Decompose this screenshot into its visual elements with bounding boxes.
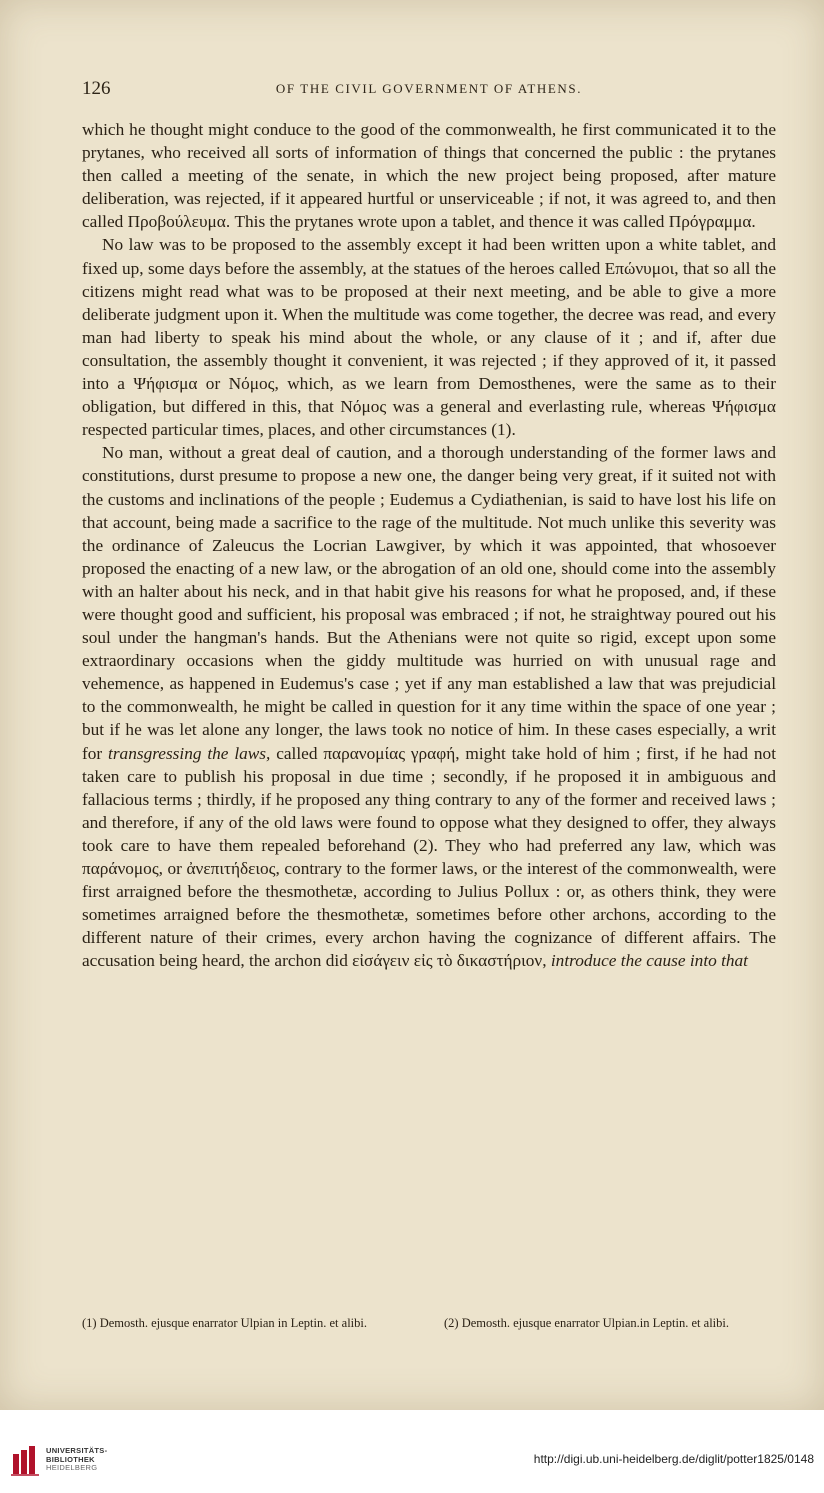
paragraph-3-text-b: called παρανομίας γραφή, might take hold of him ; first, if he had not taken care to publish his proposal in due time ; secondly, if he proposed it in ambiguous and fallacious terms ; thirdly, if he proposed any thing contrary to any of the former and received laws ; and therefore, if any of the old laws were found to oppose what they designed to offer, they always took care to have them repealed beforehand (2). They who had preferred any law, which was παράνομος, or ἀνεπιτήδειος, contrary to the former laws, or the interest of the commonwealth, were first arraigned before the thesmothetæ, according to Julius Pollux : or, as others think, they were sometimes arraigned before the thesmothetæ, sometimes before other archons, according to the different nature of their crimes, every archon having the cognizance of different affairs. The accusation being heard, the archon did εἰσάγειν εἰς τὸ δικαστήριον, — [82, 743, 777, 971]
running-head: OF THE CIVIL GOVERNMENT OF ATHENS. — [275, 81, 583, 96]
italic-phrase-introduce: introduce the cause into that — [550, 951, 748, 971]
logo-line-2: BIBLIOTHEK — [46, 1454, 95, 1464]
viewer-footer — [0, 1410, 824, 1493]
body-text — [82, 118, 776, 972]
paragraph-3-text-a: No man, without a great deal of caution, and a thorough understanding of the former laws and constitutions, durst presume to propose a new one, the danger being very great, if it suited not with the customs and inclinations of the people ; Eudemus a Cydiathenian, is said to have lost his life on that account, being made a sacrifice to the rage of the multitude. Not much unlike this severity was the ordinance of Zaleucus the Locrian Lawgiver, by which it was appointed, that whosoever proposed the enacting of a new law, or the abrogation of an old one, should come into the assembly with an halter about his neck, and in that habit give his reasons for what he proposed, and, if these were thought good and sufficient, his proposal was embraced ; if not, he straightway poured out his soul under the hangman's hands. But the Athenians were not quite so rigid, except upon some extraordinary occasions when the giddy multitude was hurried on with unusual rage and vehemence, as happened in Eudemus's case ; yet if any man established a law that was prejudicial to the commonwealth, he might be called in question for it any time within the space of one year ; but if he was let alone any longer, the laws took no notice of him. In these cases especially, a writ for — [82, 443, 776, 763]
page-number: 126 — [82, 78, 111, 99]
page-header — [82, 78, 776, 102]
logo-line-3: HEIDELBERG — [46, 1463, 98, 1473]
paragraph-2: No law was to be proposed to the assembly except it had been written upon a white tablet, and fixed up, some days before the assembly, at the statues of the heroes called Επώνυμοι, that so all the citizens might read what was to be proposed at their next meeting, and be able to give a more deliberate judgment upon it. When the multitude was come together, the decree was read, and every man had liberty to speak his mind about the whole, or any clause of it ; and if, after due consultation, the assembly thought it convenient, it was rejected ; if they approved of it, it passed into a Ψήφισμα or Νόμος, which, as we learn from Demosthenes, were the same as to their obligation, but differed in this, that Νόμος was a general and everlasting rule, whereas Ψήφισμα respected particular times, places, and other circumstances (1). — [82, 235, 776, 440]
paragraph-1: which he thought might conduce to the good of the commonwealth, he first communicated it to the prytanes, who received all sorts of information of things that concerned the public : the prytanes then called a meeting of the senate, in which the new project being proposed, after mature deliberation, was rejected, if it appeared hurtful or unserviceable ; if not, it was agreed to, and then called Προβούλευμα. This the prytanes wrote upon a tablet, and thence it was called Πρόγραμμα. — [82, 120, 776, 232]
italic-phrase-transgressing: transgressing the laws, — [108, 743, 271, 763]
library-logo[interactable] — [10, 1444, 107, 1476]
source-url[interactable]: http://digi.ub.uni-heidelberg.de/diglit/potter1825/0148 — [533, 1452, 814, 1466]
footnote-1: (1) Demosth. ejusque enarrator Ulpian in Leptin. et alibi. — [82, 1316, 367, 1330]
library-name — [46, 1447, 107, 1473]
logo-line-1: UNIVERSITÄTS- — [46, 1446, 108, 1456]
footnotes — [82, 1316, 776, 1331]
footnote-2: (2) Demosth. ejusque enarrator Ulpian.in Leptin. et alibi. — [444, 1316, 729, 1330]
paragraph-3 — [82, 441, 776, 972]
library-emblem-icon — [10, 1444, 40, 1476]
